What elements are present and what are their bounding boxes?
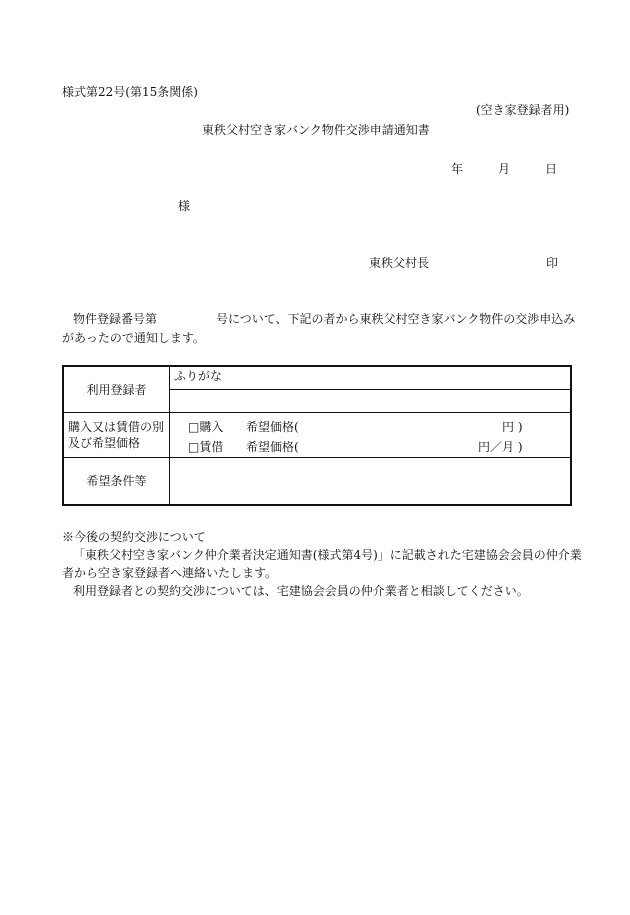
date-month-label: 月 bbox=[498, 162, 511, 176]
notes-heading: ※今後の契約交渉について bbox=[62, 530, 206, 544]
date-day-label: 日 bbox=[545, 162, 558, 176]
addressee-suffix: 様 bbox=[178, 199, 191, 213]
body-text-line1: 号について、下記の者から東秩父村空き家バンク物件の交渉申込み bbox=[216, 312, 576, 326]
trade-label-line2: 及び希望価格 bbox=[68, 436, 141, 450]
notes-line-1a: 「東秩父村空き家バンク仲介業者決定通知書(様式第4号)」に記載された宅建協会会員の仲介業 bbox=[73, 548, 582, 562]
body-text-prefix: 物件登録番号第 bbox=[73, 312, 158, 326]
date-year-label: 年 bbox=[451, 162, 464, 176]
buy-price-unit: 円 ) bbox=[502, 420, 523, 434]
furigana-cell[interactable] bbox=[170, 366, 572, 390]
application-table bbox=[62, 365, 572, 506]
table-row bbox=[63, 413, 571, 458]
body-text-line2: があったので通知します。 bbox=[62, 331, 205, 345]
conditions-cell[interactable] bbox=[170, 458, 572, 506]
seal-mark: 印 bbox=[546, 256, 559, 270]
notes-line-2: 利用登録者との契約交渉については、宅建協会会員の仲介業者と相談してください。 bbox=[73, 584, 529, 598]
conditions-label: 希望条件等 bbox=[86, 474, 147, 488]
rent-checkbox[interactable]: □賃借 bbox=[188, 440, 224, 454]
table-row bbox=[63, 366, 571, 390]
rent-price-label: 希望価格( bbox=[246, 440, 299, 454]
issuer-name: 東秩父村長 bbox=[369, 256, 430, 270]
form-number: 様式第22号(第15条関係) bbox=[62, 85, 198, 99]
table-row bbox=[63, 458, 571, 506]
buy-price-label: 希望価格( bbox=[246, 420, 299, 434]
buy-checkbox[interactable]: □購入 bbox=[188, 420, 224, 434]
trade-label-line1: 購入又は賃借の別 bbox=[68, 420, 165, 434]
user-type-label: (空き家登録者用) bbox=[476, 103, 570, 117]
document-title: 東秩父村空き家バンク物件交渉申請通知書 bbox=[202, 123, 430, 137]
trade-options-cell bbox=[170, 413, 572, 458]
user-name-cell[interactable] bbox=[170, 390, 572, 413]
rent-price-unit: 円／月 ) bbox=[478, 440, 523, 454]
conditions-label-cell bbox=[63, 458, 170, 506]
user-label: 利用登録者 bbox=[86, 382, 147, 397]
trade-label-cell bbox=[63, 413, 170, 458]
user-label-cell bbox=[63, 366, 170, 413]
notes-line-1b: 者から空き家登録者へ連絡いたします。 bbox=[62, 566, 278, 580]
furigana-label: ふりがな bbox=[174, 369, 223, 383]
